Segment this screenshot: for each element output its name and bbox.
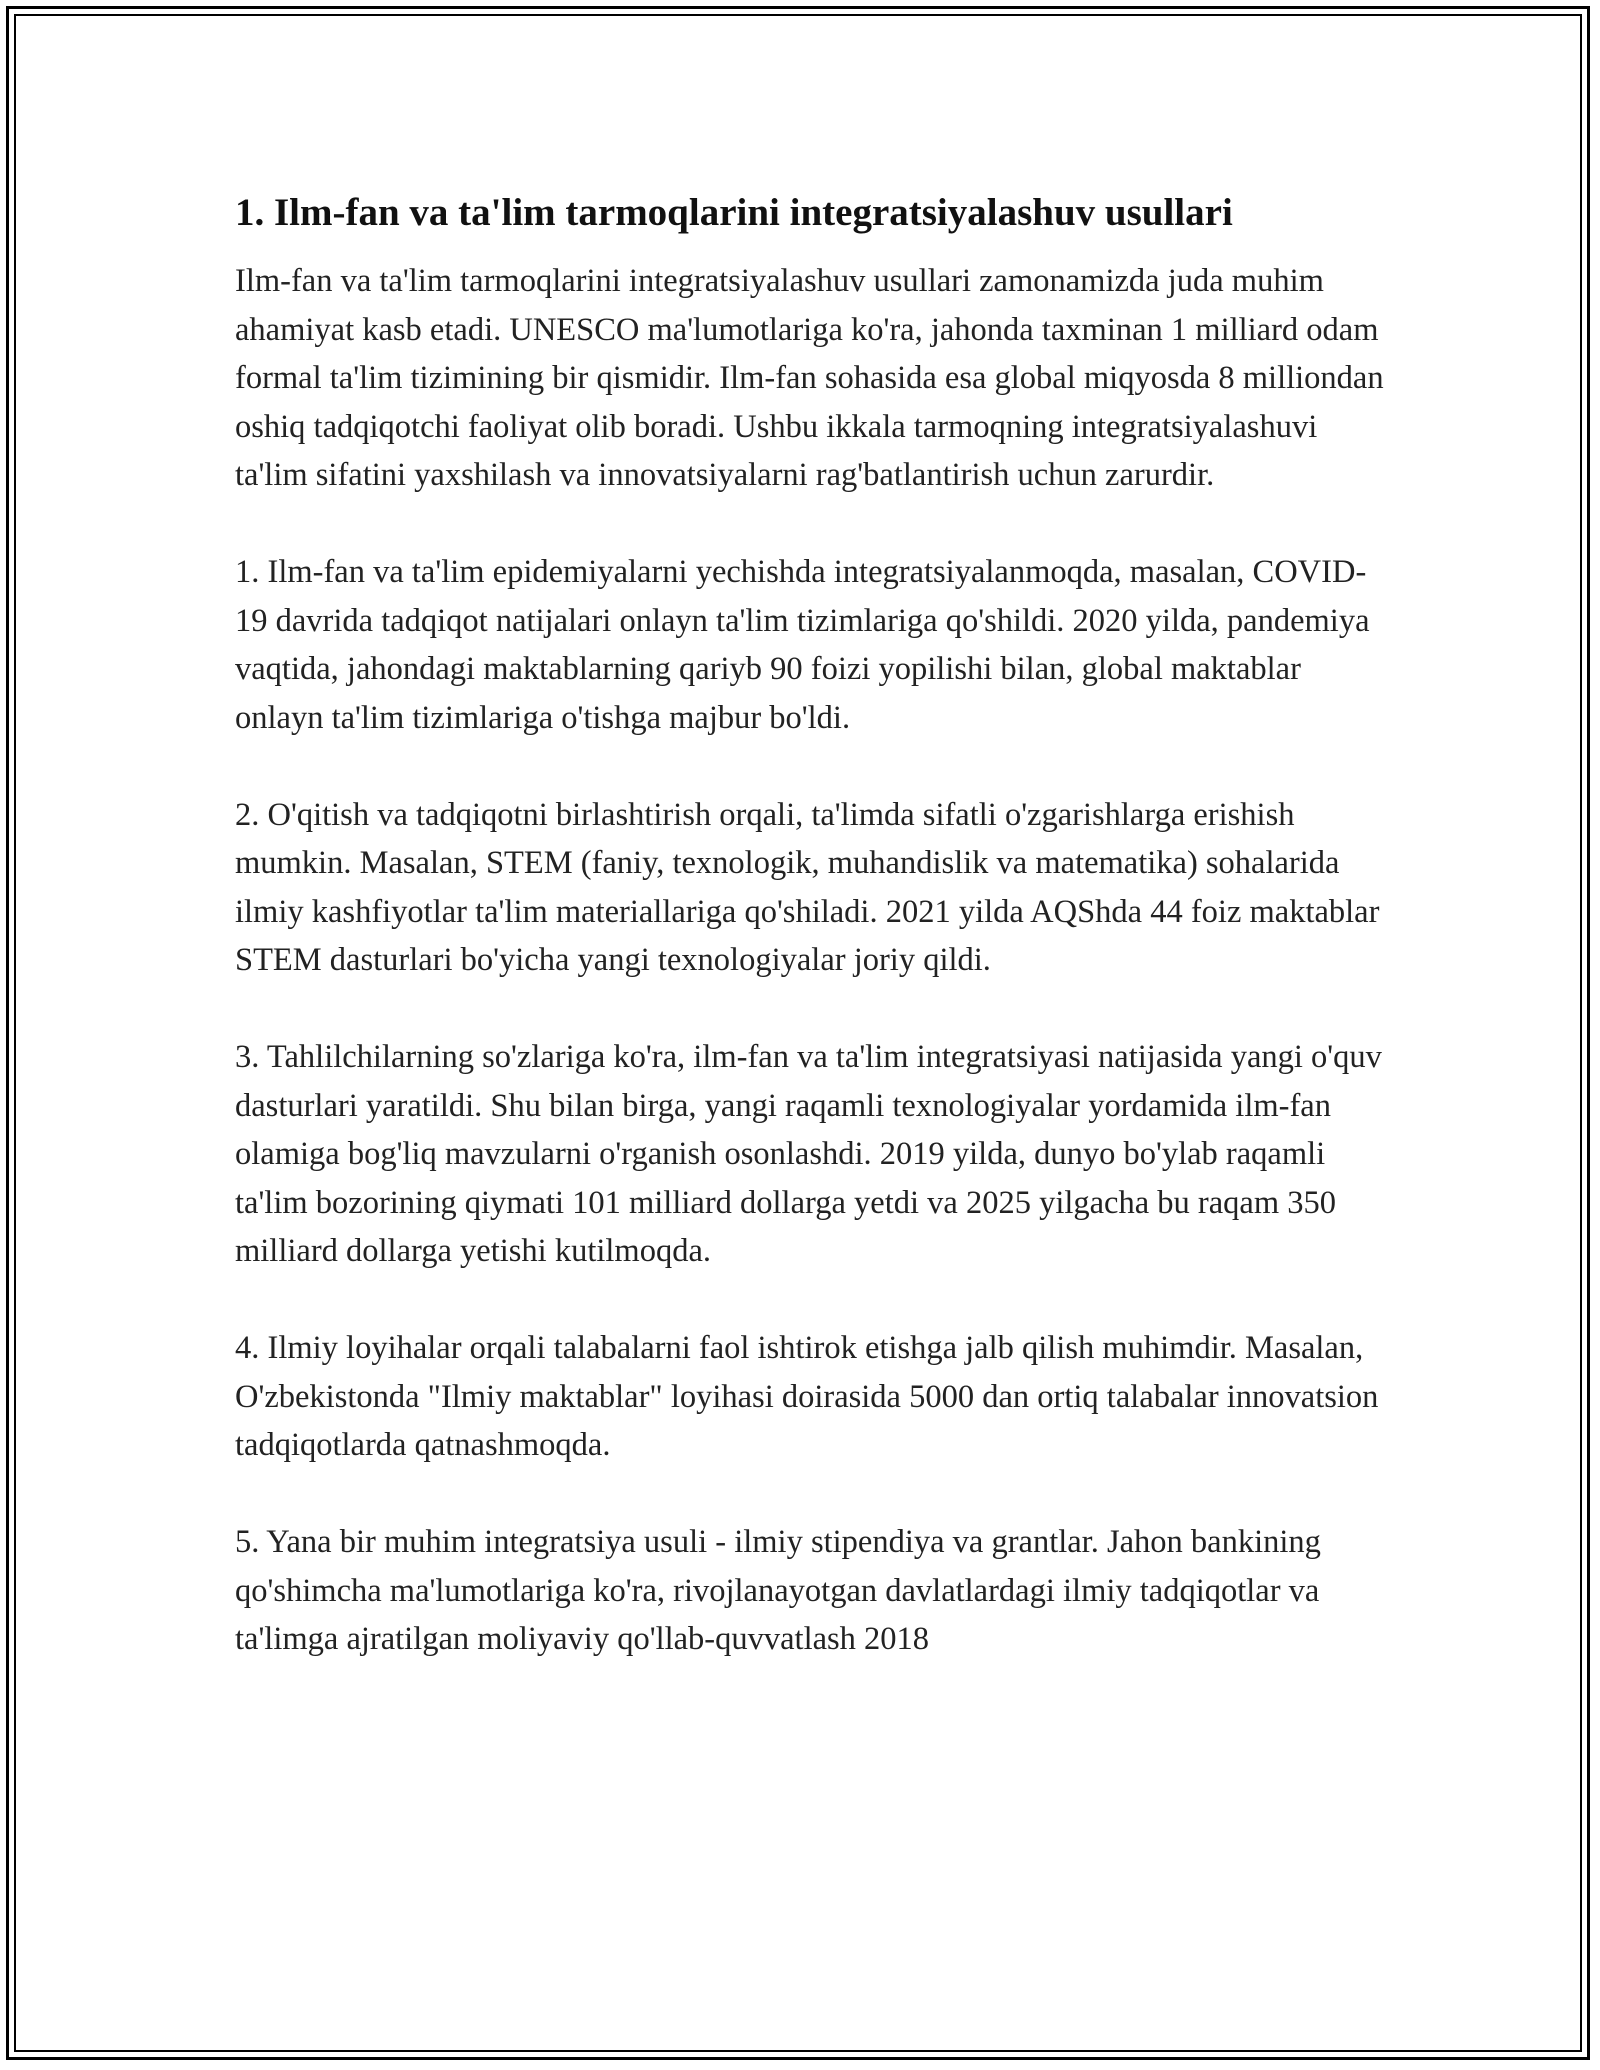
document-title: 1. Ilm-fan va ta'lim tarmoqlarini integratsiyalashuv usullari [235, 191, 1233, 234]
paragraph-point-1: 1. Ilm-fan va ta'lim epidemiyalarni yechishda integratsiyalanmoqda, masalan, COVID-19 davrida tadqiqot natijalari onlayn ta'lim tizimlariga qo'shildi. 2020 yilda, pandemiya vaqtida, jahondagi maktablarning qariyb 90 foizi yopilishi bilan, global maktablar onlayn ta'lim tizimlariga o'tishga majbur bo'ldi. [235, 554, 1370, 736]
paragraph-point-3: 3. Tahlilchilarning so'zlariga ko'ra, ilm-fan va ta'lim integratsiyasi natijasida yangi o'quv dasturlari yaratildi. Shu bilan birga, yangi raqamli texnologiyalar yordamida ilm-fan olamiga bog'liq mavzularni o'rganish osonlashdi. 2019 yilda, dunyo bo'ylab raqamli ta'lim bozorining qiymati 101 milliard dollarga yetdi va 2025 yilgacha bu raqam 350 milliard dollarga yetishi kutilmoqda. [235, 1039, 1382, 1269]
paragraph-point-2: 2. O'qitish va tadqiqotni birlashtirish orqali, ta'limda sifatli o'zgarishlarga erishish mumkin. Masalan, STEM (faniy, texnologik, muhandislik va matematika) sohalarida ilmiy kashfiyotlar ta'lim materiallariga qo'shiladi. 2021 yilda AQShda 44 foiz maktablar STEM dasturlari bo'yicha yangi texnologiyalar joriy qildi. [235, 796, 1380, 978]
paragraph-point-4: 4. Ilmiy loyihalar orqali talabalarni faol ishtirok etishga jalb qilish muhimdir. Masalan, O'zbekistonda "Ilmiy maktablar" loyihasi doirasida 5000 dan ortiq talabalar innovatsion tadqiqotlarda qatnashmoqda. [235, 1330, 1379, 1463]
intro-paragraph: Ilm-fan va ta'lim tarmoqlarini integratsiyalashuv usullari zamonamizda juda muhim ahamiyat kasb etadi. UNESCO ma'lumotlariga ko'ra, jahonda taxminan 1 milliard odam formal ta'lim tizimining bir qismidir. Ilm-fan sohasida esa global miqyosda 8 milliondan oshiq tadqiqotchi faoliyat olib boradi. Ushbu ikkala tarmoqning integratsiyalashuvi ta'lim sifatini yaxshilash va innovatsiyalarni rag'batlantirish uchun zarurdir. [235, 263, 1384, 493]
paragraph-point-5: 5. Yana bir muhim integratsiya usuli - ilmiy stipendiya va grantlar. Jahon bankining qo'shimcha ma'lumotlariga ko'ra, rivojlanayotgan davlatlardagi ilmiy tadqiqotlar va ta'limga ajratilgan moliyaviy qo'llab-quvvatlash 2018 [235, 1524, 1321, 1657]
document-body [235, 188, 1395, 1712]
